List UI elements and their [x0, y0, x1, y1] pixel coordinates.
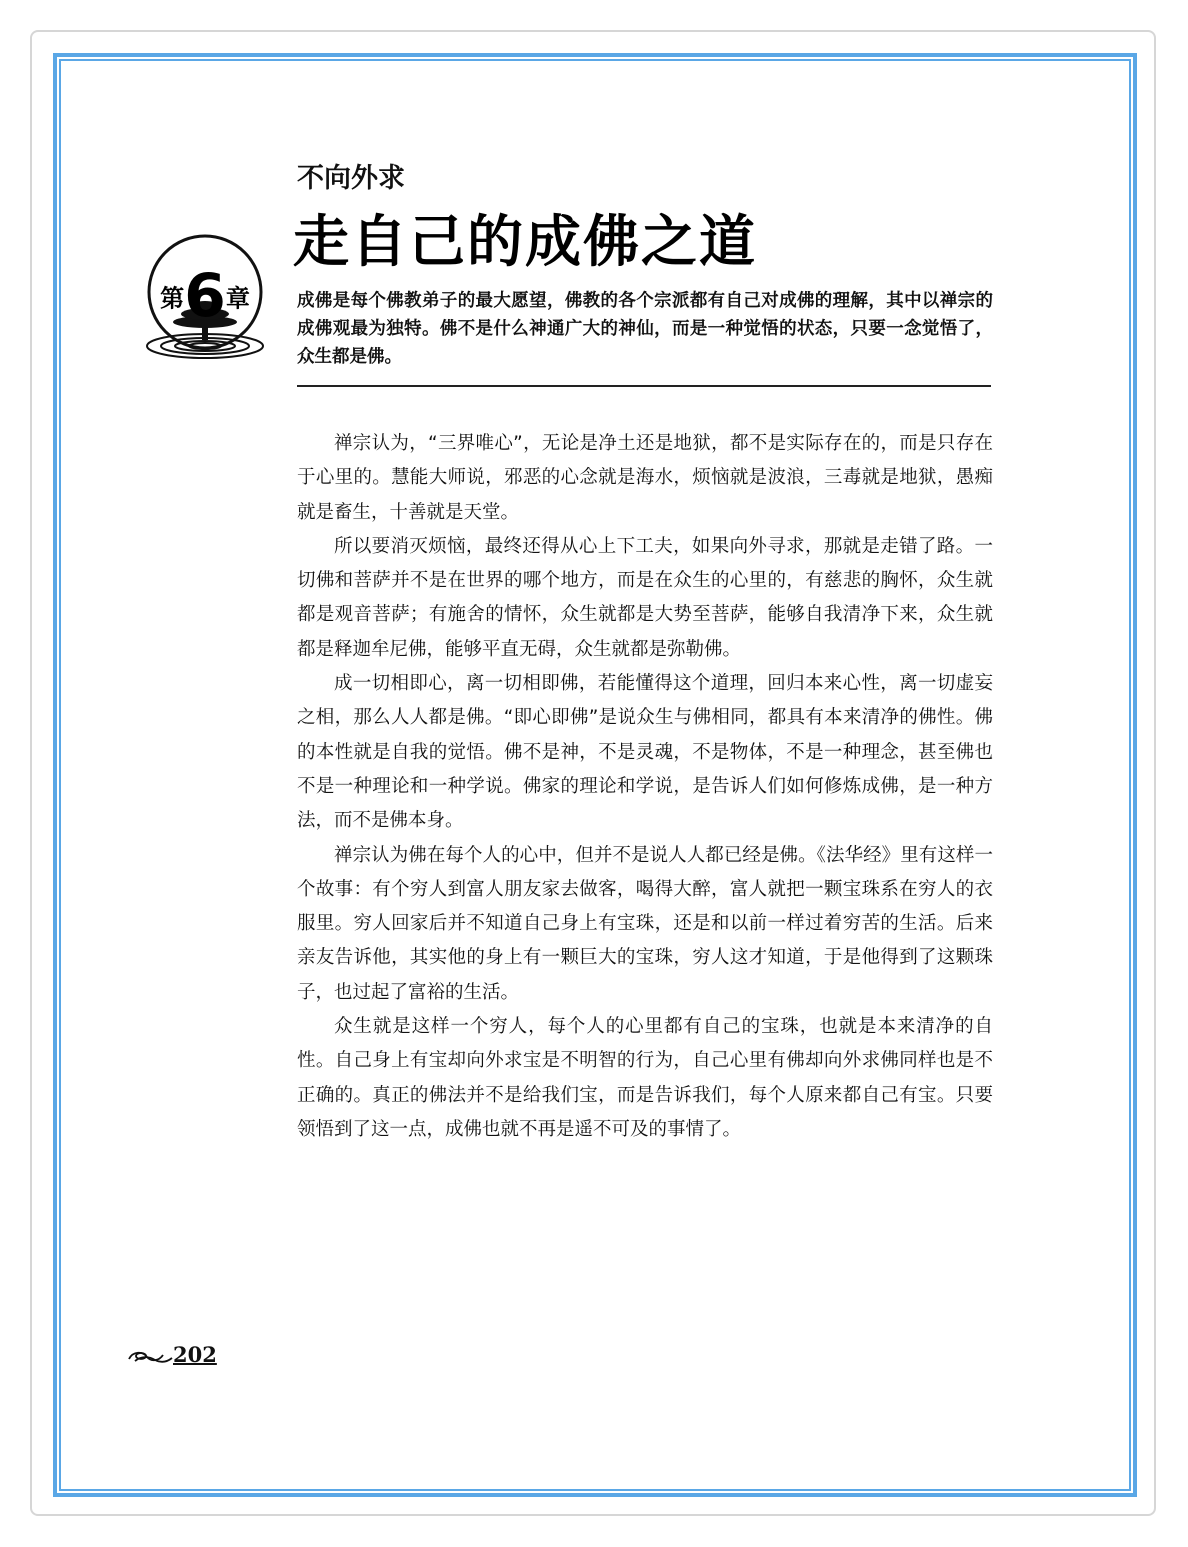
- paragraph: 禅宗认为，“三界唯心”，无论是净土还是地狱，都不是实际存在的，而是只存在于心里的。慧能大师说，邪恶的心念就是海水，烦恼就是波浪，三毒就是地狱，愚痴就是畜生，十善就是天堂。: [297, 433, 993, 523]
- chapter-title: 走自己的成佛之道: [293, 210, 757, 275]
- page-footer: [127, 1344, 217, 1365]
- chapter-badge: [141, 226, 281, 386]
- chapter-prefix: 第: [160, 284, 185, 313]
- chapter-suffix: 章: [225, 284, 250, 313]
- body-text: [297, 427, 993, 1147]
- paragraph: 成一切相即心，离一切相即佛，若能懂得这个道理，回归本来心性，离一切虚妄之相，那么人人都是佛。“即心即佛”是说众生与佛相同，都具有本来清净的佛性。佛的本性就是自我的觉悟。佛不是神，不是灵魂，不是物体，不是一种理念，甚至佛也不是一种理论和一种学说。佛家的理论和学说，是告诉人们如何修炼成佛，是一种方法，而不是佛本身。: [297, 673, 993, 832]
- paragraph: 禅宗认为佛在每个人的心中，但并不是说人人都已经是佛。《法华经》里有这样一个故事：有个穷人到富人朋友家去做客，喝得大醉，富人就把一颗宝珠系在穷人的衣服里。穷人回家后并不知道自己身上有宝珠，还是和以前一样过着穷苦的生活。后来亲友告诉他，其实他的身上有一颗巨大的宝珠，穷人这才知道，于是他得到了这颗珠子，也过起了富裕的生活。: [297, 844, 993, 1003]
- chapter-subtitle: 不向外求: [297, 163, 405, 194]
- chapter-number: 6: [184, 261, 226, 331]
- paragraph: 所以要消灭烦恼，最终还得从心上下工夫，如果向外寻求，那就是走错了路。一切佛和菩萨并不是在世界的哪个地方，而是在众生的心里的，有慈悲的胸怀，众生就都是观音菩萨；有施舍的情怀，众生就都是大势至菩萨，能够自我清净下来，众生就都是释迦牟尼佛，能够平直无碍，众生就都是弥勒佛。: [297, 535, 993, 660]
- chapter-label: [141, 261, 269, 331]
- book-page: [61, 61, 1129, 1489]
- chapter-intro: 成佛是每个佛教弟子的最大愿望，佛教的各个宗派都有自己对成佛的理解，其中以禅宗的成佛观最为独特。佛不是什么神通广大的神仙，而是一种觉悟的状态，只要一念觉悟了，众生都是佛。: [297, 291, 993, 367]
- page-number: 202: [173, 1342, 217, 1367]
- paragraph: 众生就是这样一个穷人，每个人的心里都有自己的宝珠，也就是本来清净的自性。自己身上有宝却向外求宝是不明智的行为，自己心里有佛却向外求佛同样也是不正确的。真正的佛法并不是给我们宝，而是告诉我们，每个人原来都自己有宝。只要领悟到了这一点，成佛也就不再是遥不可及的事情了。: [297, 1016, 993, 1140]
- cloud-ornament-icon: [127, 1347, 173, 1365]
- section-divider: [297, 385, 991, 387]
